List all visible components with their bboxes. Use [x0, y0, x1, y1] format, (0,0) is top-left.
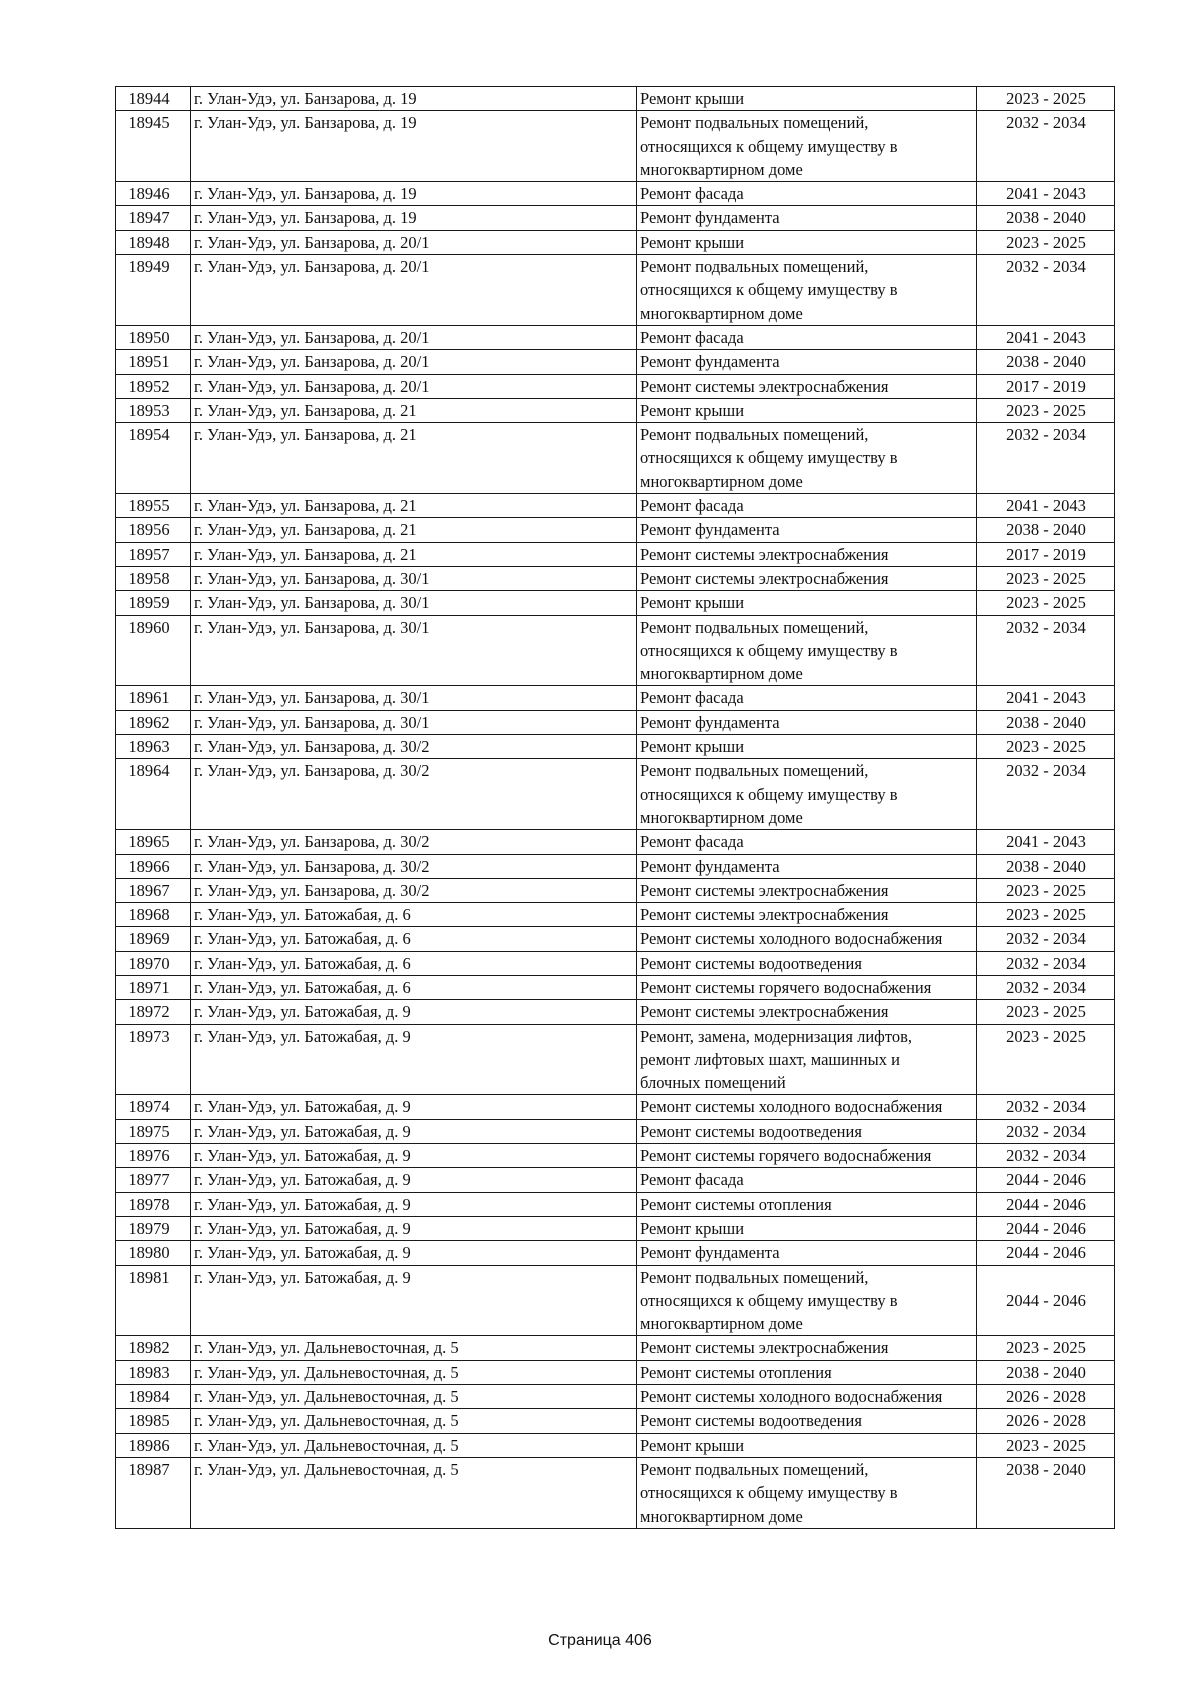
period-cell: 2032 - 2034 [977, 111, 1115, 182]
table-row [116, 591, 1115, 615]
work-type-cell: Ремонт фундамента [637, 206, 977, 230]
row-number-cell: 18974 [116, 1095, 191, 1119]
row-number-cell: 18950 [116, 325, 191, 349]
address-cell: г. Улан-Удэ, ул. Батожабая, д. 9 [191, 1216, 637, 1240]
period-cell: 2038 - 2040 [977, 854, 1115, 878]
period-cell: 2032 - 2034 [977, 423, 1115, 494]
table-row [116, 542, 1115, 566]
row-number-cell: 18951 [116, 350, 191, 374]
address-cell: г. Улан-Удэ, ул. Батожабая, д. 6 [191, 903, 637, 927]
address-cell: г. Улан-Удэ, ул. Дальневосточная, д. 5 [191, 1385, 637, 1409]
work-type-cell: Ремонт фундамента [637, 854, 977, 878]
address-cell: г. Улан-Удэ, ул. Батожабая, д. 9 [191, 1168, 637, 1192]
table-row [116, 735, 1115, 759]
address-cell: г. Улан-Удэ, ул. Банзарова, д. 19 [191, 206, 637, 230]
row-number-cell: 18982 [116, 1336, 191, 1360]
row-number-cell: 18979 [116, 1216, 191, 1240]
work-type-cell: Ремонт крыши [637, 1433, 977, 1457]
work-type-cell: Ремонт системы электроснабжения [637, 1000, 977, 1024]
table-row [116, 111, 1115, 182]
work-type-cell: Ремонт подвальных помещений, относящихся к общему имуществу в многоквартирном доме [637, 111, 977, 182]
work-type-cell: Ремонт крыши [637, 398, 977, 422]
address-cell: г. Улан-Удэ, ул. Батожабая, д. 9 [191, 1241, 637, 1265]
row-number-cell: 18955 [116, 494, 191, 518]
table-row [116, 1144, 1115, 1168]
address-cell: г. Улан-Удэ, ул. Банзарова, д. 30/1 [191, 566, 637, 590]
period-cell: 2032 - 2034 [977, 975, 1115, 999]
address-cell: г. Улан-Удэ, ул. Батожабая, д. 6 [191, 927, 637, 951]
address-cell: г. Улан-Удэ, ул. Батожабая, д. 6 [191, 975, 637, 999]
table-row [116, 518, 1115, 542]
row-number-cell: 18960 [116, 615, 191, 686]
row-number-cell: 18962 [116, 710, 191, 734]
table-row [116, 927, 1115, 951]
address-cell: г. Улан-Удэ, ул. Банзарова, д. 19 [191, 111, 637, 182]
row-number-cell: 18957 [116, 542, 191, 566]
table-row [116, 1360, 1115, 1384]
table-row [116, 1241, 1115, 1265]
address-cell: г. Улан-Удэ, ул. Банзарова, д. 30/1 [191, 686, 637, 710]
row-number-cell: 18958 [116, 566, 191, 590]
row-number-cell: 18975 [116, 1119, 191, 1143]
work-type-cell: Ремонт подвальных помещений, относящихся к общему имуществу в многоквартирном доме [637, 423, 977, 494]
table-row [116, 1265, 1115, 1336]
address-cell: г. Улан-Удэ, ул. Батожабая, д. 9 [191, 1000, 637, 1024]
table-row [116, 398, 1115, 422]
table-row [116, 325, 1115, 349]
address-cell: г. Улан-Удэ, ул. Банзарова, д. 30/1 [191, 710, 637, 734]
period-cell: 2038 - 2040 [977, 710, 1115, 734]
period-cell: 2023 - 2025 [977, 1000, 1115, 1024]
work-type-cell: Ремонт подвальных помещений, относящихся к общему имуществу в многоквартирном доме [637, 759, 977, 830]
page-number: Страница 406 [548, 1632, 652, 1649]
row-number-cell: 18986 [116, 1433, 191, 1457]
work-type-cell: Ремонт системы водоотведения [637, 951, 977, 975]
period-cell: 2044 - 2046 [977, 1168, 1115, 1192]
period-cell: 2017 - 2019 [977, 542, 1115, 566]
address-cell: г. Улан-Удэ, ул. Банзарова, д. 20/1 [191, 350, 637, 374]
period-cell: 2032 - 2034 [977, 927, 1115, 951]
table-row [116, 494, 1115, 518]
row-number-cell: 18977 [116, 1168, 191, 1192]
work-type-cell: Ремонт фундамента [637, 350, 977, 374]
period-cell: 2023 - 2025 [977, 87, 1115, 111]
table-row [116, 759, 1115, 830]
work-type-cell: Ремонт фасада [637, 325, 977, 349]
work-type-cell: Ремонт крыши [637, 735, 977, 759]
work-type-cell: Ремонт системы холодного водоснабжения [637, 1095, 977, 1119]
table-row [116, 1457, 1115, 1528]
period-cell: 2044 - 2046 [977, 1216, 1115, 1240]
address-cell: г. Улан-Удэ, ул. Банзарова, д. 30/1 [191, 615, 637, 686]
address-cell: г. Улан-Удэ, ул. Банзарова, д. 30/2 [191, 830, 637, 854]
period-cell: 2038 - 2040 [977, 350, 1115, 374]
period-cell: 2023 - 2025 [977, 878, 1115, 902]
period-cell: 2023 - 2025 [977, 735, 1115, 759]
work-type-cell: Ремонт крыши [637, 591, 977, 615]
work-type-cell: Ремонт фасада [637, 1168, 977, 1192]
table-row [116, 1433, 1115, 1457]
work-type-cell: Ремонт фундамента [637, 518, 977, 542]
row-number-cell: 18961 [116, 686, 191, 710]
row-number-cell: 18980 [116, 1241, 191, 1265]
table-row [116, 854, 1115, 878]
period-cell: 2032 - 2034 [977, 615, 1115, 686]
row-number-cell: 18949 [116, 255, 191, 326]
work-type-cell: Ремонт системы электроснабжения [637, 878, 977, 902]
row-number-cell: 18952 [116, 374, 191, 398]
address-cell: г. Улан-Удэ, ул. Банзарова, д. 30/2 [191, 759, 637, 830]
row-number-cell: 18972 [116, 1000, 191, 1024]
row-number-cell: 18947 [116, 206, 191, 230]
work-type-cell: Ремонт подвальных помещений, относящихся к общему имуществу в многоквартирном доме [637, 615, 977, 686]
address-cell: г. Улан-Удэ, ул. Батожабая, д. 9 [191, 1024, 637, 1095]
table-row [116, 1216, 1115, 1240]
address-cell: г. Улан-Удэ, ул. Банзарова, д. 30/2 [191, 735, 637, 759]
work-type-cell: Ремонт системы водоотведения [637, 1409, 977, 1433]
table-row [116, 1336, 1115, 1360]
row-number-cell: 18948 [116, 230, 191, 254]
table-row [116, 1409, 1115, 1433]
period-cell: 2023 - 2025 [977, 1336, 1115, 1360]
table-row [116, 255, 1115, 326]
row-number-cell: 18965 [116, 830, 191, 854]
work-type-cell: Ремонт крыши [637, 87, 977, 111]
period-cell: 2044 - 2046 [977, 1241, 1115, 1265]
row-number-cell: 18971 [116, 975, 191, 999]
period-cell: 2041 - 2043 [977, 325, 1115, 349]
address-cell: г. Улан-Удэ, ул. Банзарова, д. 21 [191, 494, 637, 518]
table-row [116, 87, 1115, 111]
period-cell: 2023 - 2025 [977, 566, 1115, 590]
work-type-cell: Ремонт системы отопления [637, 1192, 977, 1216]
row-number-cell: 18969 [116, 927, 191, 951]
row-number-cell: 18985 [116, 1409, 191, 1433]
table-row [116, 615, 1115, 686]
work-type-cell: Ремонт системы отопления [637, 1360, 977, 1384]
address-cell: г. Улан-Удэ, ул. Батожабая, д. 9 [191, 1144, 637, 1168]
period-cell: 2032 - 2034 [977, 951, 1115, 975]
period-cell: 2038 - 2040 [977, 518, 1115, 542]
table-row [116, 830, 1115, 854]
period-cell: 2044 - 2046 [977, 1265, 1115, 1336]
work-type-cell: Ремонт системы горячего водоснабжения [637, 975, 977, 999]
table-row [116, 374, 1115, 398]
period-cell: 2032 - 2034 [977, 1144, 1115, 1168]
work-type-cell: Ремонт системы электроснабжения [637, 566, 977, 590]
capital-repair-table [115, 86, 1115, 1529]
address-cell: г. Улан-Удэ, ул. Банзарова, д. 21 [191, 542, 637, 566]
period-cell: 2023 - 2025 [977, 1433, 1115, 1457]
table-row [116, 350, 1115, 374]
work-type-cell: Ремонт системы горячего водоснабжения [637, 1144, 977, 1168]
table-row [116, 951, 1115, 975]
row-number-cell: 18946 [116, 182, 191, 206]
work-type-cell: Ремонт системы электроснабжения [637, 1336, 977, 1360]
work-type-cell: Ремонт системы электроснабжения [637, 903, 977, 927]
table-row [116, 566, 1115, 590]
address-cell: г. Улан-Удэ, ул. Банзарова, д. 30/1 [191, 591, 637, 615]
row-number-cell: 18953 [116, 398, 191, 422]
address-cell: г. Улан-Удэ, ул. Банзарова, д. 20/1 [191, 255, 637, 326]
row-number-cell: 18976 [116, 1144, 191, 1168]
work-type-cell: Ремонт фасада [637, 830, 977, 854]
table-row [116, 1192, 1115, 1216]
period-cell: 2032 - 2034 [977, 759, 1115, 830]
address-cell: г. Улан-Удэ, ул. Банзарова, д. 20/1 [191, 374, 637, 398]
work-type-cell: Ремонт крыши [637, 1216, 977, 1240]
row-number-cell: 18956 [116, 518, 191, 542]
address-cell: г. Улан-Удэ, ул. Банзарова, д. 21 [191, 518, 637, 542]
period-cell: 2032 - 2034 [977, 1119, 1115, 1143]
work-type-cell: Ремонт подвальных помещений, относящихся к общему имуществу в многоквартирном доме [637, 1265, 977, 1336]
row-number-cell: 18968 [116, 903, 191, 927]
table-row [116, 1168, 1115, 1192]
row-number-cell: 18959 [116, 591, 191, 615]
address-cell: г. Улан-Удэ, ул. Батожабая, д. 9 [191, 1265, 637, 1336]
table-row [116, 230, 1115, 254]
address-cell: г. Улан-Удэ, ул. Банзарова, д. 20/1 [191, 325, 637, 349]
table-row [116, 686, 1115, 710]
address-cell: г. Улан-Удэ, ул. Дальневосточная, д. 5 [191, 1409, 637, 1433]
work-type-cell: Ремонт фундамента [637, 1241, 977, 1265]
row-number-cell: 18987 [116, 1457, 191, 1528]
address-cell: г. Улан-Удэ, ул. Дальневосточная, д. 5 [191, 1457, 637, 1528]
period-cell: 2017 - 2019 [977, 374, 1115, 398]
row-number-cell: 18954 [116, 423, 191, 494]
address-cell: г. Улан-Удэ, ул. Банзарова, д. 20/1 [191, 230, 637, 254]
table-row [116, 1000, 1115, 1024]
work-type-cell: Ремонт подвальных помещений, относящихся к общему имуществу в многоквартирном доме [637, 1457, 977, 1528]
address-cell: г. Улан-Удэ, ул. Батожабая, д. 9 [191, 1095, 637, 1119]
work-type-cell: Ремонт, замена, модернизация лифтов, ремонт лифтовых шахт, машинных и блочных помещений [637, 1024, 977, 1095]
work-type-cell: Ремонт подвальных помещений, относящихся к общему имуществу в многоквартирном доме [637, 255, 977, 326]
work-type-cell: Ремонт фасада [637, 182, 977, 206]
address-cell: г. Улан-Удэ, ул. Дальневосточная, д. 5 [191, 1336, 637, 1360]
row-number-cell: 18970 [116, 951, 191, 975]
address-cell: г. Улан-Удэ, ул. Банзарова, д. 30/2 [191, 854, 637, 878]
row-number-cell: 18944 [116, 87, 191, 111]
period-cell: 2041 - 2043 [977, 686, 1115, 710]
period-cell: 2023 - 2025 [977, 591, 1115, 615]
period-cell: 2038 - 2040 [977, 1360, 1115, 1384]
row-number-cell: 18981 [116, 1265, 191, 1336]
row-number-cell: 18966 [116, 854, 191, 878]
row-number-cell: 18983 [116, 1360, 191, 1384]
address-cell: г. Улан-Удэ, ул. Батожабая, д. 6 [191, 951, 637, 975]
period-cell: 2038 - 2040 [977, 1457, 1115, 1528]
work-type-cell: Ремонт фасада [637, 494, 977, 518]
work-type-cell: Ремонт системы электроснабжения [637, 374, 977, 398]
period-cell: 2041 - 2043 [977, 830, 1115, 854]
table-row [116, 710, 1115, 734]
table-row [116, 878, 1115, 902]
work-type-cell: Ремонт системы холодного водоснабжения [637, 927, 977, 951]
address-cell: г. Улан-Удэ, ул. Банзарова, д. 19 [191, 182, 637, 206]
table-row [116, 1119, 1115, 1143]
work-type-cell: Ремонт фундамента [637, 710, 977, 734]
row-number-cell: 18978 [116, 1192, 191, 1216]
period-cell: 2023 - 2025 [977, 903, 1115, 927]
period-cell: 2038 - 2040 [977, 206, 1115, 230]
work-type-cell: Ремонт крыши [637, 230, 977, 254]
table-row [116, 1024, 1115, 1095]
address-cell: г. Улан-Удэ, ул. Батожабая, д. 9 [191, 1119, 637, 1143]
table-row [116, 1385, 1115, 1409]
table-row [116, 423, 1115, 494]
row-number-cell: 18963 [116, 735, 191, 759]
address-cell: г. Улан-Удэ, ул. Банзарова, д. 21 [191, 398, 637, 422]
work-type-cell: Ремонт системы водоотведения [637, 1119, 977, 1143]
period-cell: 2023 - 2025 [977, 1024, 1115, 1095]
address-cell: г. Улан-Удэ, ул. Батожабая, д. 9 [191, 1192, 637, 1216]
address-cell: г. Улан-Удэ, ул. Банзарова, д. 30/2 [191, 878, 637, 902]
work-type-cell: Ремонт системы электроснабжения [637, 542, 977, 566]
period-cell: 2044 - 2046 [977, 1192, 1115, 1216]
table-row [116, 1095, 1115, 1119]
period-cell: 2026 - 2028 [977, 1385, 1115, 1409]
period-cell: 2032 - 2034 [977, 255, 1115, 326]
table-row [116, 903, 1115, 927]
period-cell: 2041 - 2043 [977, 494, 1115, 518]
address-cell: г. Улан-Удэ, ул. Банзарова, д. 21 [191, 423, 637, 494]
period-cell: 2032 - 2034 [977, 1095, 1115, 1119]
period-cell: 2023 - 2025 [977, 230, 1115, 254]
table-row [116, 206, 1115, 230]
address-cell: г. Улан-Удэ, ул. Дальневосточная, д. 5 [191, 1360, 637, 1384]
period-cell: 2041 - 2043 [977, 182, 1115, 206]
row-number-cell: 18945 [116, 111, 191, 182]
row-number-cell: 18984 [116, 1385, 191, 1409]
row-number-cell: 18964 [116, 759, 191, 830]
table-row [116, 975, 1115, 999]
work-type-cell: Ремонт фасада [637, 686, 977, 710]
address-cell: г. Улан-Удэ, ул. Банзарова, д. 19 [191, 87, 637, 111]
table-row [116, 182, 1115, 206]
work-type-cell: Ремонт системы холодного водоснабжения [637, 1385, 977, 1409]
row-number-cell: 18967 [116, 878, 191, 902]
table-body [116, 87, 1115, 1529]
address-cell: г. Улан-Удэ, ул. Дальневосточная, д. 5 [191, 1433, 637, 1457]
row-number-cell: 18973 [116, 1024, 191, 1095]
period-cell: 2026 - 2028 [977, 1409, 1115, 1433]
period-cell: 2023 - 2025 [977, 398, 1115, 422]
